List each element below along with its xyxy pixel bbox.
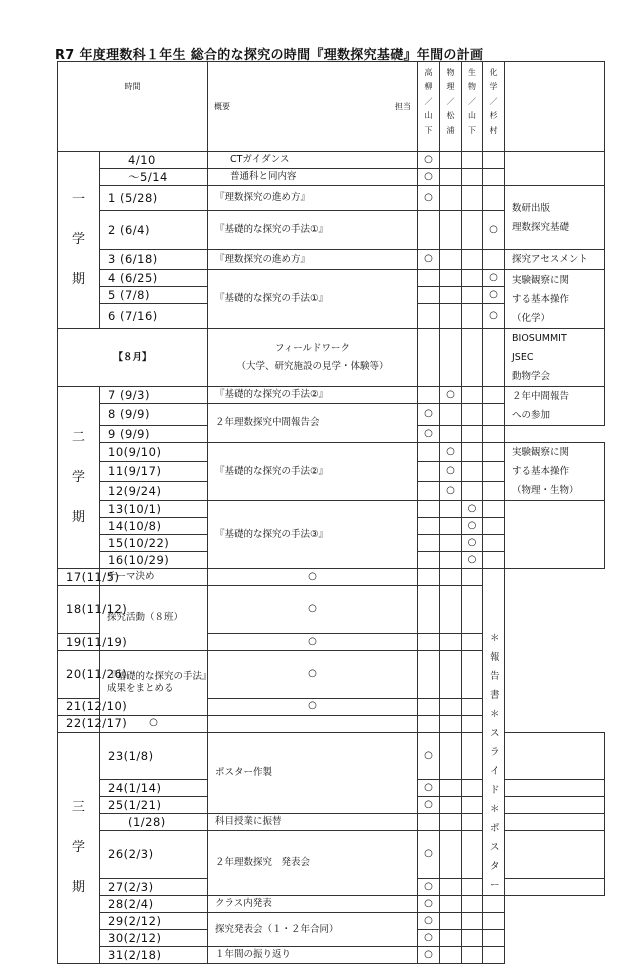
content-cell: クラス内発表 [208, 896, 418, 913]
header-row [58, 62, 605, 152]
assignment-mark [418, 930, 440, 947]
assignment-mark [208, 715, 418, 732]
session-cell: 14(10/8) [100, 518, 208, 535]
session-cell: 27(2/3) [100, 879, 208, 896]
table-row [58, 250, 605, 270]
content-cell: 『理数探究の進め方』 [208, 186, 418, 211]
assignment-mark [462, 387, 483, 404]
session-cell: 10(9/10) [100, 443, 208, 462]
assignment-mark [440, 270, 462, 287]
note-line: JSEC [512, 352, 534, 363]
assignment-mark [462, 814, 483, 831]
assignment-mark [418, 715, 440, 732]
assignment-mark [418, 404, 440, 426]
session-cell: 20(11/26) [58, 650, 100, 698]
session-cell: 3 (6/18) [100, 250, 208, 270]
assignment-mark [483, 552, 505, 569]
assignment-mark [483, 443, 505, 462]
session-cell: (1/28) [100, 814, 208, 831]
assignment-mark [505, 797, 605, 814]
session-cell: 22(12/17) [58, 715, 100, 732]
assignment-mark [462, 535, 483, 552]
circle-mark: ○ [149, 717, 158, 729]
assignment-mark [208, 569, 418, 586]
session-cell: 30(2/12) [100, 930, 208, 947]
session-cell: 17(11/5) [58, 569, 100, 586]
note-line: への参加 [512, 410, 551, 421]
assignment-mark [440, 896, 462, 913]
assignment-mark [440, 569, 462, 586]
content-cell: 『基礎的な探究の手法②』 [208, 387, 418, 404]
table-row [58, 947, 605, 964]
circle-mark: ○ [467, 502, 477, 514]
circle-mark: ○ [424, 948, 433, 960]
note-cell [505, 329, 605, 387]
note-cell [505, 250, 605, 270]
circle-mark: ○ [424, 931, 433, 943]
note-line: する基本操作 [512, 466, 570, 477]
session-cell: 4 (6/25) [100, 270, 208, 287]
content-cell: 探究活動（８班） [100, 586, 208, 651]
assignment-mark [462, 304, 483, 329]
assignment-mark [418, 780, 440, 797]
assignment-mark [208, 650, 418, 698]
content-cell: 普通科と同内容 [208, 169, 418, 186]
assignment-mark [418, 250, 440, 270]
assignment-mark [483, 404, 505, 426]
content-cell: 『理数探究の進め方』 [208, 250, 418, 270]
header-gaiyo: 概要 [214, 101, 230, 111]
assignment-mark [440, 462, 462, 481]
note-line: ＊ポスター [490, 804, 500, 891]
assignment-mark [440, 152, 462, 169]
table-row [58, 896, 605, 913]
assignment-mark [462, 930, 483, 947]
note-cell [505, 387, 605, 426]
assignment-mark [418, 462, 440, 481]
assignment-mark [462, 426, 483, 443]
assignment-mark [462, 518, 483, 535]
assignment-mark [440, 732, 462, 780]
schedule-table [57, 61, 605, 964]
assignment-mark [505, 831, 605, 879]
assignment-mark [462, 552, 483, 569]
assignment-mark [483, 462, 505, 481]
note-line: ＊スライド [490, 709, 500, 796]
term-label: 一 学 期 [58, 152, 100, 329]
session-cell: 8 (9/9) [100, 404, 208, 426]
note-cell [483, 569, 505, 896]
session-cell: 4/10 [100, 152, 208, 169]
header-teacher: 高 柳 ／ 山 下 [418, 62, 440, 152]
table-row [58, 732, 605, 780]
assignment-mark [440, 481, 462, 500]
table-row [58, 650, 605, 698]
circle-mark: ○ [308, 700, 317, 712]
session-cell: 24(1/14) [100, 780, 208, 797]
assignment-mark [483, 152, 505, 169]
circle-mark: ○ [489, 288, 498, 300]
assignment-mark [462, 586, 483, 634]
assignment-mark [418, 387, 440, 404]
assignment-mark [462, 186, 483, 211]
assignment-mark [462, 287, 483, 304]
assignment-mark [462, 913, 483, 930]
header-gaiyo-cell [208, 62, 418, 152]
assignment-mark [483, 186, 505, 211]
table-row [58, 387, 605, 404]
note-line: （物理・生物） [512, 485, 579, 496]
assignment-mark [483, 947, 505, 964]
assignment-mark [418, 650, 440, 698]
assignment-mark [483, 426, 505, 443]
table-row [58, 443, 605, 462]
session-cell: 15(10/22) [100, 535, 208, 552]
note-line: する基本操作 [512, 293, 570, 305]
circle-mark: ○ [424, 427, 433, 439]
assignment-mark [483, 896, 505, 913]
assignment-mark [418, 270, 440, 287]
circle-mark: ○ [424, 914, 433, 926]
circle-mark: ○ [308, 603, 317, 615]
note-line: ＊報告書 [490, 633, 500, 701]
content-cell: 『基礎的な探究の手法②』 [208, 443, 418, 501]
assignment-mark [440, 650, 462, 698]
header-teacher: 化 学 ／ 杉 村 [483, 62, 505, 152]
assignment-mark [483, 250, 505, 270]
table-row [58, 569, 605, 586]
circle-mark: ○ [489, 223, 498, 235]
assignment-mark [483, 211, 505, 250]
content-cell: 『基礎的な探究の手法①』 [208, 211, 418, 250]
assignment-mark [440, 518, 462, 535]
note-line: 実験観察に関 [512, 447, 570, 458]
assignment-mark [440, 586, 462, 634]
assignment-mark [418, 186, 440, 211]
session-cell: ～5/14 [100, 169, 208, 186]
note-line: 探究アセスメント [512, 254, 588, 265]
session-cell: 2 (6/4) [100, 211, 208, 250]
session-cell: 【８月】 [58, 329, 208, 387]
assignment-mark [418, 304, 440, 329]
assignment-mark [462, 569, 483, 586]
assignment-mark [418, 633, 440, 650]
circle-mark: ○ [424, 848, 433, 860]
session-cell: 11(9/17) [100, 462, 208, 481]
assignment-mark [462, 650, 483, 698]
table-row [58, 715, 605, 732]
assignment-mark [483, 287, 505, 304]
session-cell: 7 (9/3) [100, 387, 208, 404]
circle-mark: ○ [467, 553, 477, 565]
content-cell: 『基礎的な探究の手法①』 [208, 270, 418, 329]
session-cell: 13(10/1) [100, 501, 208, 518]
session-cell: 16(10/29) [100, 552, 208, 569]
assignment-mark [418, 879, 440, 896]
content-cell: ポスター作製 [208, 732, 418, 814]
assignment-mark [418, 831, 440, 879]
assignment-mark [483, 169, 505, 186]
assignment-mark [483, 481, 505, 500]
assignment-mark [440, 186, 462, 211]
assignment-mark [462, 443, 483, 462]
circle-mark: ○ [424, 749, 433, 761]
circle-mark: ○ [424, 799, 433, 810]
table-row [58, 501, 605, 518]
assignment-mark [462, 250, 483, 270]
assignment-mark [440, 329, 462, 387]
assignment-mark [440, 879, 462, 896]
session-cell: 28(2/4) [100, 896, 208, 913]
assignment-mark [462, 633, 483, 650]
assignment-mark [505, 879, 605, 896]
content-cell: テーマ決め [100, 569, 208, 586]
circle-mark: ○ [446, 445, 455, 457]
note-line: 実験観察に関 [512, 274, 570, 286]
circle-mark: ○ [467, 519, 477, 531]
assignment-mark [483, 387, 505, 404]
content-cell: ２年理数探究 発表会 [208, 831, 418, 896]
assignment-mark [440, 304, 462, 329]
session-cell: 9 (9/9) [100, 426, 208, 443]
circle-mark: ○ [424, 880, 433, 892]
assignment-mark [483, 501, 505, 518]
assignment-mark [440, 947, 462, 964]
note-line: 動物学会 [512, 371, 551, 382]
content-cell: CTガイダンス [208, 152, 418, 169]
assignment-mark [462, 481, 483, 500]
assignment-mark [462, 404, 483, 426]
assignment-mark [418, 913, 440, 930]
note-line: （化学） [512, 312, 551, 324]
assignment-mark [462, 831, 483, 879]
circle-mark: ○ [489, 271, 498, 283]
note-line: ２年中間報告 [512, 391, 570, 402]
assignment-mark [440, 831, 462, 879]
assignment-mark [462, 501, 483, 518]
table-row [58, 831, 605, 879]
table-row [58, 913, 605, 930]
assignment-mark [418, 698, 440, 715]
content-line: フィールドワーク [274, 342, 351, 354]
circle-mark: ○ [308, 570, 317, 582]
assignment-mark [418, 329, 440, 387]
assignment-mark [418, 947, 440, 964]
document-title: R7 年度理数科１年生 総合的な探究の時間『理数探究基礎』年間の計画 [55, 48, 484, 63]
assignment-mark [483, 329, 505, 387]
table-row [58, 152, 605, 169]
assignment-mark [418, 501, 440, 518]
assignment-mark [208, 633, 418, 650]
assignment-mark [440, 250, 462, 270]
content-cell: １年間の振り返り [208, 947, 418, 964]
note-line: BIOSUMMIT [512, 333, 567, 344]
content-cell: 科目授業に振替 [208, 814, 418, 831]
assignment-mark [440, 930, 462, 947]
assignment-mark [462, 879, 483, 896]
assignment-mark [418, 518, 440, 535]
assignment-mark [462, 462, 483, 481]
header-tanto: 担当 [395, 101, 411, 111]
session-cell: 29(2/12) [100, 913, 208, 930]
assignment-mark [440, 913, 462, 930]
assignment-mark [462, 329, 483, 387]
assignment-mark [483, 535, 505, 552]
note-cell [505, 152, 605, 186]
assignment-mark [440, 715, 462, 732]
header-jikan: 時間 [58, 62, 208, 152]
assignment-mark [440, 443, 462, 462]
assignment-mark [418, 569, 440, 586]
assignment-mark [440, 426, 462, 443]
assignment-mark [462, 896, 483, 913]
term-label: 三 学 期 [58, 732, 100, 964]
table-row [58, 586, 605, 634]
header-teacher: 物 理 ／ 松 浦 [440, 62, 462, 152]
content-cell: ２年理数探究中間報告会 [208, 404, 418, 443]
assignment-mark [418, 797, 440, 814]
table-row [58, 186, 605, 211]
content-cell: 探究発表会（１・２年合同） [208, 913, 418, 947]
assignment-mark [440, 698, 462, 715]
session-cell: 26(2/3) [100, 831, 208, 879]
assignment-mark [462, 797, 483, 814]
circle-mark: ○ [424, 153, 433, 165]
assignment-mark [418, 443, 440, 462]
session-cell: 31(2/18) [100, 947, 208, 964]
assignment-mark [440, 535, 462, 552]
assignment-mark [418, 152, 440, 169]
note-cell [505, 443, 605, 501]
circle-mark: ○ [467, 536, 477, 548]
assignment-mark [462, 780, 483, 797]
content-cell: 『基礎的な探究の手法③』 [208, 501, 418, 569]
session-cell: 23(1/8) [100, 732, 208, 780]
assignment-mark [440, 797, 462, 814]
assignment-mark [440, 387, 462, 404]
assignment-mark [440, 287, 462, 304]
assignment-mark [483, 270, 505, 287]
assignment-mark [440, 169, 462, 186]
table-row [58, 270, 605, 287]
assignment-mark [462, 152, 483, 169]
assignment-mark [440, 404, 462, 426]
circle-mark: ○ [424, 408, 433, 420]
assignment-mark [462, 732, 483, 780]
assignment-mark [462, 270, 483, 287]
note-cell [505, 186, 605, 250]
note-line: 理数探究基礎 [512, 221, 570, 233]
assignment-mark [483, 304, 505, 329]
session-cell: 25(1/21) [100, 797, 208, 814]
circle-mark: ○ [446, 465, 455, 477]
table-row [58, 329, 605, 387]
header-teacher: 生 物 ／ 山 下 [462, 62, 483, 152]
assignment-mark [418, 169, 440, 186]
content-cell: 『基礎的な探究の手法』成果をまとめる [100, 650, 208, 715]
content-line: （大学、研究施設の見学・体験等） [236, 360, 389, 372]
note-cell [505, 270, 605, 329]
session-cell: 12(9/24) [100, 481, 208, 500]
assignment-mark [440, 501, 462, 518]
assignment-mark [440, 780, 462, 797]
note-cell [505, 501, 605, 569]
session-cell: 21(12/10) [58, 698, 100, 715]
circle-mark: ○ [446, 388, 455, 400]
assignment-mark [418, 732, 440, 780]
circle-mark: ○ [424, 170, 433, 182]
header-note-cell [505, 62, 605, 152]
session-cell: 5 (7/8) [100, 287, 208, 304]
assignment-mark [462, 698, 483, 715]
assignment-mark [418, 481, 440, 500]
assignment-mark [418, 896, 440, 913]
assignment-mark [483, 930, 505, 947]
assignment-mark [462, 947, 483, 964]
circle-mark: ○ [424, 253, 433, 265]
assignment-mark [483, 518, 505, 535]
assignment-mark [440, 552, 462, 569]
circle-mark: ○ [489, 309, 498, 321]
assignment-mark [462, 211, 483, 250]
assignment-mark [418, 287, 440, 304]
content-cell [208, 329, 418, 387]
term-label: 二 学 期 [58, 387, 100, 569]
circle-mark: ○ [308, 667, 317, 679]
assignment-mark [440, 211, 462, 250]
assignment-mark [418, 535, 440, 552]
assignment-mark [208, 586, 418, 634]
circle-mark: ○ [446, 484, 455, 496]
assignment-mark [208, 698, 418, 715]
assignment-mark [418, 552, 440, 569]
assignment-mark [440, 633, 462, 650]
assignment-mark [462, 169, 483, 186]
assignment-mark [418, 426, 440, 443]
session-cell: 1 (5/28) [100, 186, 208, 211]
circle-mark: ○ [424, 897, 433, 909]
assignment-mark [440, 814, 462, 831]
circle-mark: ○ [424, 782, 433, 793]
circle-mark: ○ [308, 635, 317, 647]
assignment-mark [505, 732, 605, 780]
assignment-mark [418, 814, 440, 831]
assignment-mark [505, 814, 605, 831]
session-cell: 18(11/12) [58, 586, 100, 634]
assignment-mark [418, 211, 440, 250]
assignment-mark [505, 780, 605, 797]
assignment-mark [483, 913, 505, 930]
circle-mark: ○ [424, 191, 433, 203]
session-cell: 6 (7/16) [100, 304, 208, 329]
session-cell: 19(11/19) [58, 633, 100, 650]
table-row [58, 814, 605, 831]
assignment-mark [418, 586, 440, 634]
note-line: 数研出版 [512, 202, 551, 214]
